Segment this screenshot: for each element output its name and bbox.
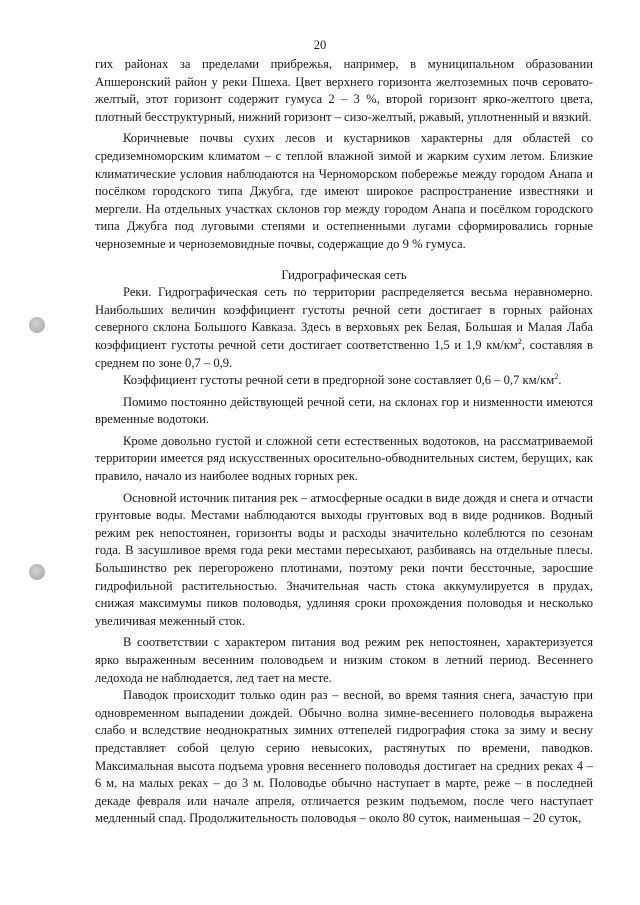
- paragraph-foothills-tail: .: [558, 373, 562, 388]
- page-number: 20: [313, 38, 327, 52]
- paragraph-rivers-text: Реки. Гидрографическая сеть по территории распределяется весьма неравномерно. Наибольших величин коэффициент густоты речной сети достигает в горных районах северного склона Большого Кавказа. Здесь в верховьях рек Белая, Большая и Малая Лаба коэффициент густоты речной сети достигает соответственно 1,5 и 1,9 км/км: [95, 285, 593, 352]
- paragraph-irrigation: Кроме довольно густой и сложной сети естественных водотоков, на рассматриваемой территории имеется ряд искусственных оросительно-обводнительных систем, берущих, как правило, начало из наиболее водных горных рек.: [95, 433, 593, 484]
- superscript: 2: [517, 336, 522, 346]
- paragraph-river-feeding: Основной источник питания рек – атмосферные осадки в виде дождя и снега и отчасти грунтовые воды. Местами наблюдаются выходы грунтовых вод в виде родников. Водный режим рек непостоянен, горизонты воды и расходы значительно колеблются по сезонам года. В засушливое время года реки местами пересыхают, разбиваясь на отдельные плесы. Большинство рек перегорожено плотинами, поэтому реки почти бессточные, заросшие гидрофильной растительностью. Значительная часть стока аккумулируется в прудах, снижая максимумы пиков половодья, удлиняя сроки прохождения половодья и несколько увеличивая меженный сток.: [95, 490, 593, 628]
- superscript: 2: [554, 371, 559, 381]
- paragraph-yellow-soils: гих районах за пределами прибрежья, например, в муниципальном образовании Апшеронский район у реки Пшеха. Цвет верхнего горизонта желтоземных почв серовато-желтый, этот горизонт содержит гумуса 2 – 3 %, второй горизонт ярко-желтого цвета, плотный бесструктурный, нижний горизонт – сизо-желтый, ржавый, уплотненный и вязкий.: [95, 57, 593, 124]
- section-heading: Гидрографическая сеть: [281, 267, 407, 282]
- paragraph-rivers: [95, 284, 593, 372]
- document-body: [95, 56, 593, 828]
- paragraph-rivers-tail: , составляя в среднем по зоне 0,7 – 0,9.: [95, 337, 593, 370]
- punch-hole-mark: [29, 564, 45, 580]
- paragraph-river-regime: В соответствии с характером питания вод режим рек непостоянен, характеризуется ярко выраженным весенним половодьем и низким стоком в летний период. Весеннего ледохода не наблюдается, лед тает на месте.: [95, 635, 593, 685]
- paragraph-foothills: [95, 372, 593, 390]
- punch-hole-mark: [29, 317, 45, 333]
- paragraph-flood: Паводок происходит только один раз – весной, во время таяния снега, зачастую при одновременном выпадении дождей. Обычно волна зимне-весеннего половодья выражена слабо и вследствие неоднократных зимних оттепелей гидрография стока за зиму и весну представляет собой целую серию невысоких, растянутых по времени, паводков. Максимальная высота подъема уровня весеннего половодья достигает на средних реках 4 – 6 м, на малых реках – до 3 м. Половодье обычно наступает в марте, реже – в последней декаде февраля или начале апреля, отличается резким подъемом, после чего наступает медленный спад. Продолжительность половодья – около 80 суток, наименьшая – 20 суток,: [95, 688, 593, 826]
- paragraph-brown-soils: Коричневые почвы сухих лесов и кустарников характерны для областей со средиземноморским климатом – с теплой влажной зимой и жарким сухим летом. Близкие климатические условия наблюдаются на Черноморском побережье между городом Анапа и посёлком городского типа Джубга, где имеют широкое распространение известняки и мергели. На отдельных участках склонов гор между городом Анапа и посёлком городского типа Джубга под луговыми степями и остепненными лугами сформировались горные черноземные и черноземовидные почвы, содержащие до 9 % гумуса.: [95, 131, 593, 251]
- paragraph-foothills-text: Коэффициент густоты речной сети в предгорной зоне составляет 0,6 – 0,7 км/км: [123, 373, 555, 388]
- paragraph-temporary-streams: Помимо постоянно действующей речной сети, на склонах гор и низменности имеются временные водотоки.: [95, 394, 593, 427]
